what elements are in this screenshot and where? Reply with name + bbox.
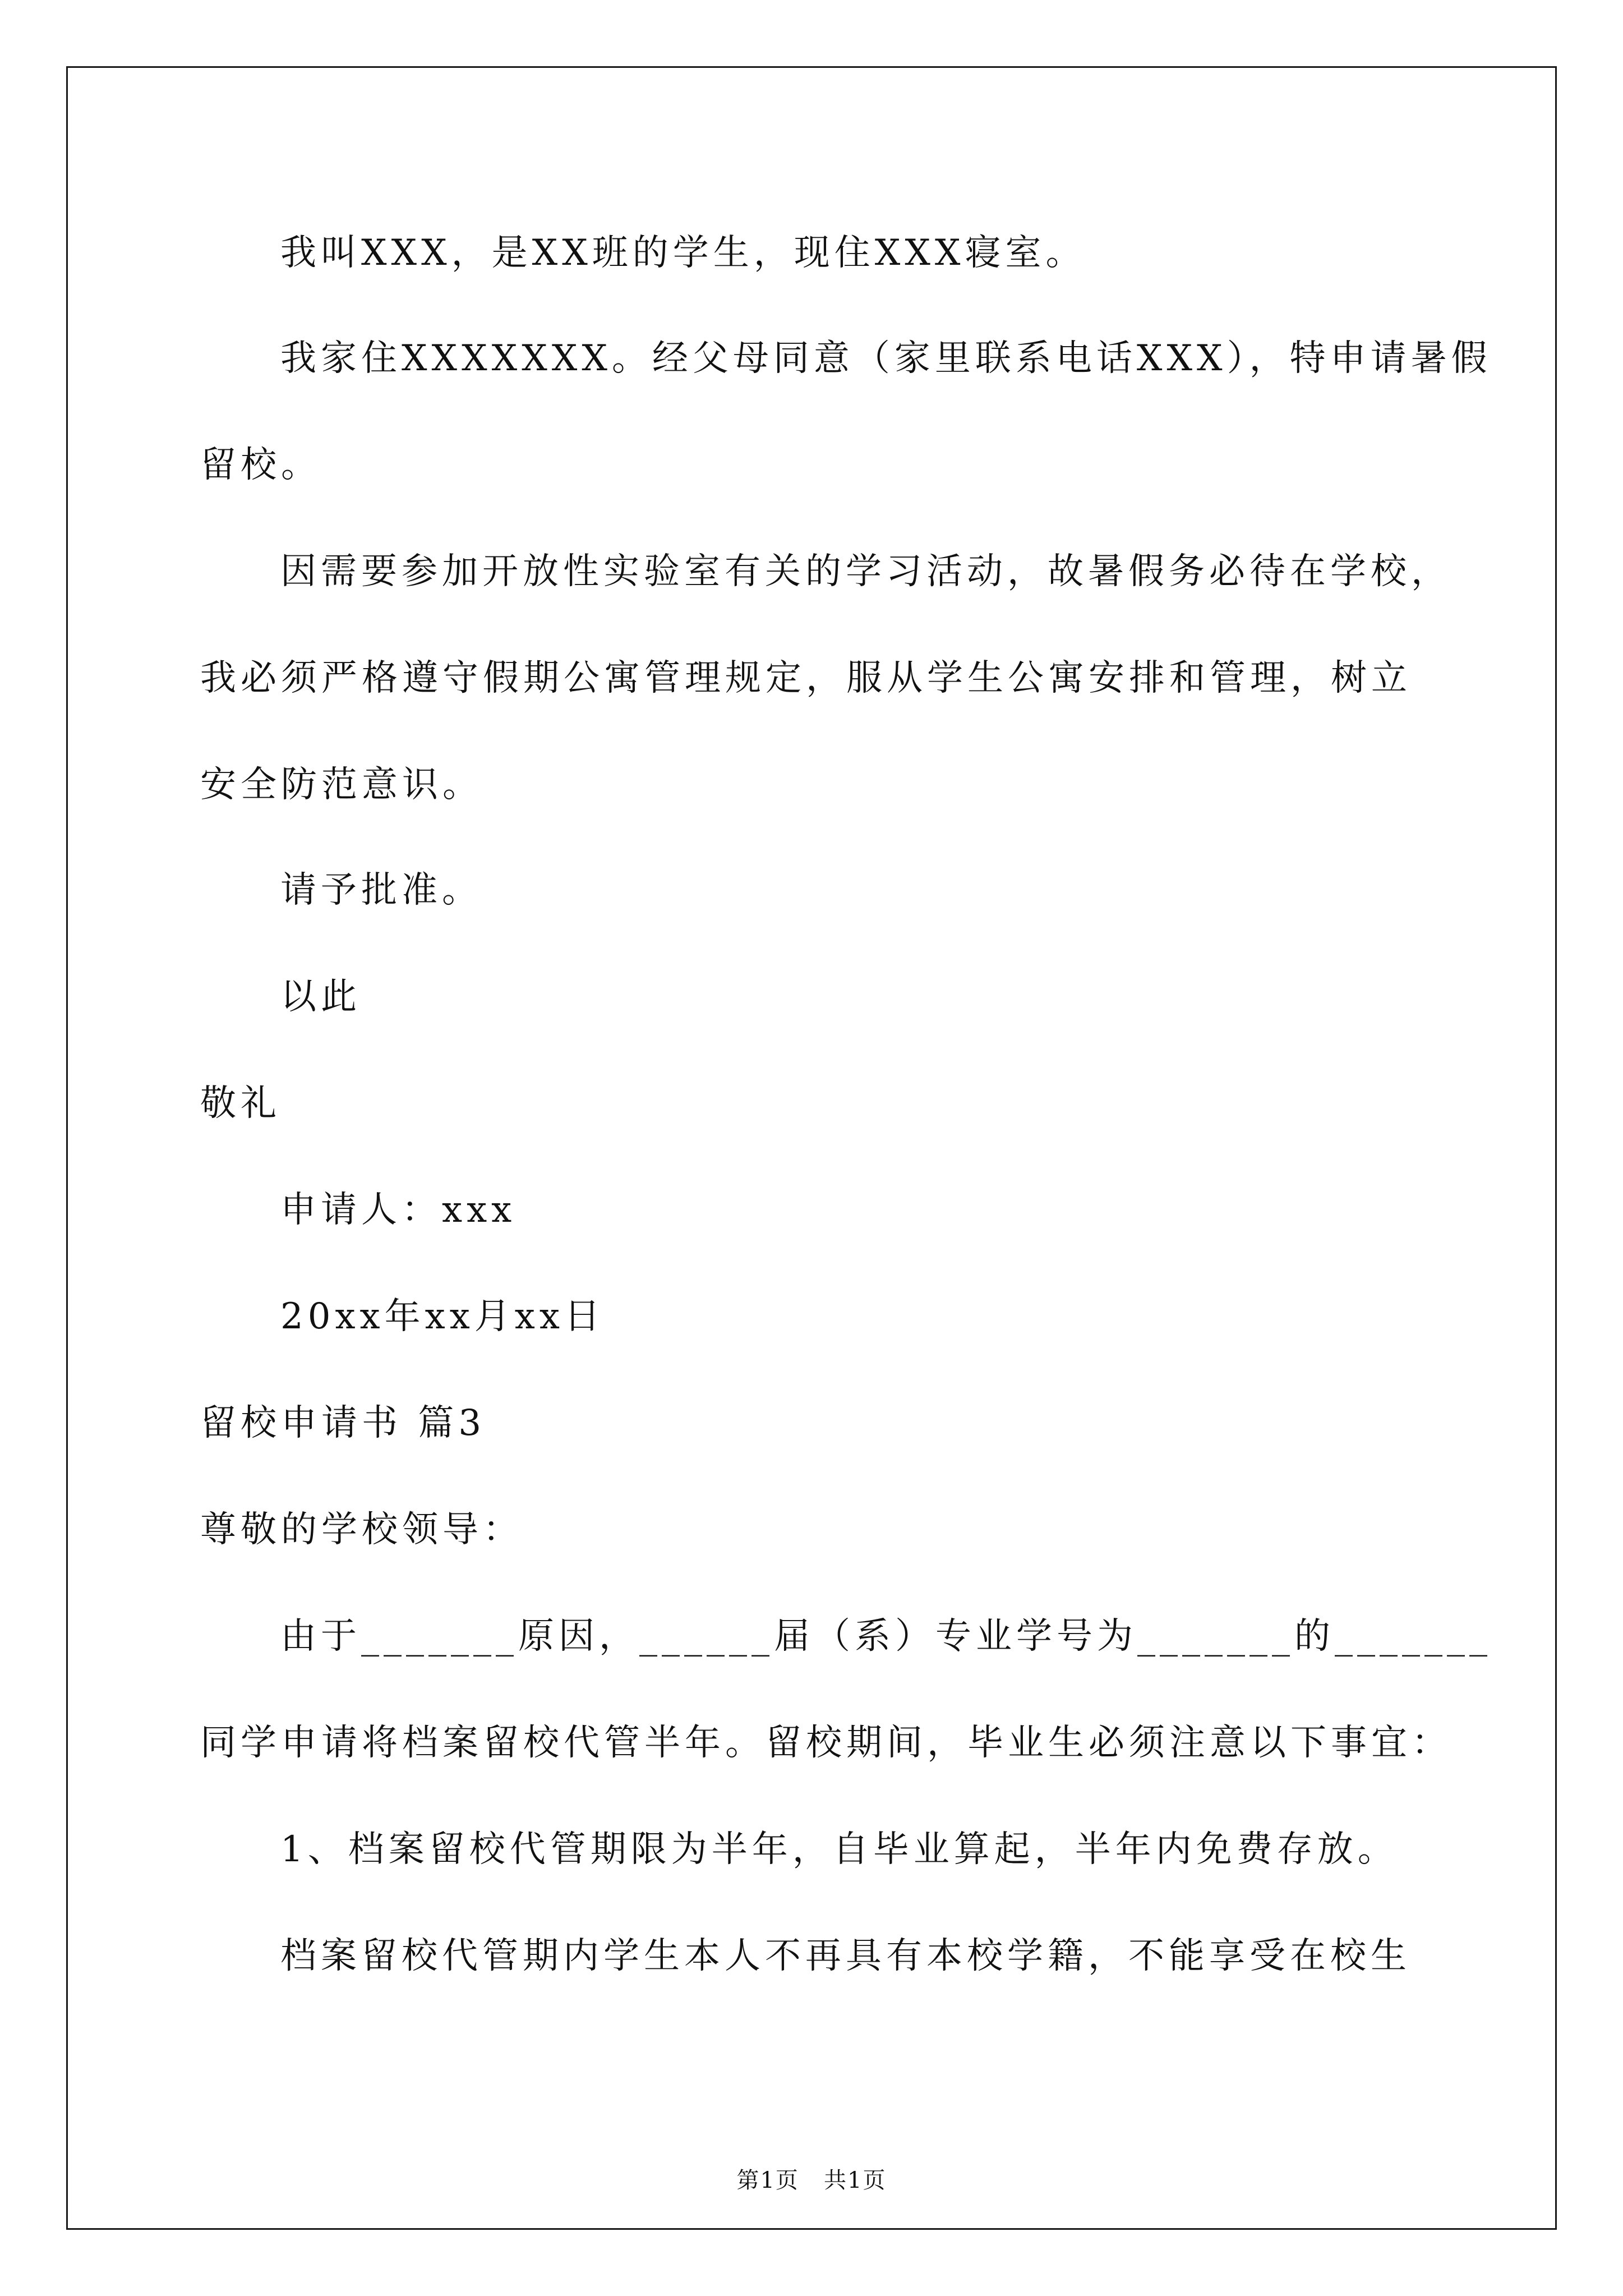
- paragraph-blank-form: 由于_______原因，______届（系）专业学号为_______的_______: [280, 1616, 1492, 1657]
- page-border: [66, 66, 1557, 2230]
- paragraph-rule-1: 1、档案留校代管期限为半年，自毕业算起，半年内免费存放。: [280, 1829, 1398, 1870]
- paragraph-home-address-cont: 留校。: [200, 444, 321, 486]
- paragraph-request-approval: 请予批准。: [280, 869, 482, 911]
- applicant-signature: 申请人：xxx: [280, 1189, 517, 1231]
- paragraph-rule-1-detail: 档案留校代管期内学生本人不再具有本校学籍，不能享受在校生: [280, 1935, 1411, 1977]
- letter-greeting: 尊敬的学校领导：: [200, 1509, 523, 1550]
- paragraph-salutation: 敬礼: [200, 1083, 281, 1124]
- application-date: 20xx年xx月xx日: [280, 1296, 605, 1337]
- page-footer: 第1页 共1页: [736, 2168, 887, 2193]
- section-heading: 留校申请书 篇3: [200, 1402, 486, 1444]
- paragraph-home-address: 我家住XXXXXXX。经父母同意（家里联系电话XXX），特申请暑假: [280, 338, 1492, 379]
- paragraph-self-intro: 我叫XXX，是XX班的学生，现住XXX寝室。: [280, 232, 1086, 274]
- paragraph-closing: 以此: [280, 976, 361, 1018]
- paragraph-blank-form-cont: 同学申请将档案留校代管半年。留校期间，毕业生必须注意以下事宜：: [200, 1722, 1452, 1764]
- paragraph-reason-cont-1: 我必须严格遵守假期公寓管理规定，服从学生公寓安排和管理，树立: [200, 657, 1412, 699]
- paragraph-reason-cont-2: 安全防范意识。: [200, 764, 483, 806]
- paragraph-reason: 因需要参加开放性实验室有关的学习活动，故暑假务必待在学校，: [280, 551, 1451, 592]
